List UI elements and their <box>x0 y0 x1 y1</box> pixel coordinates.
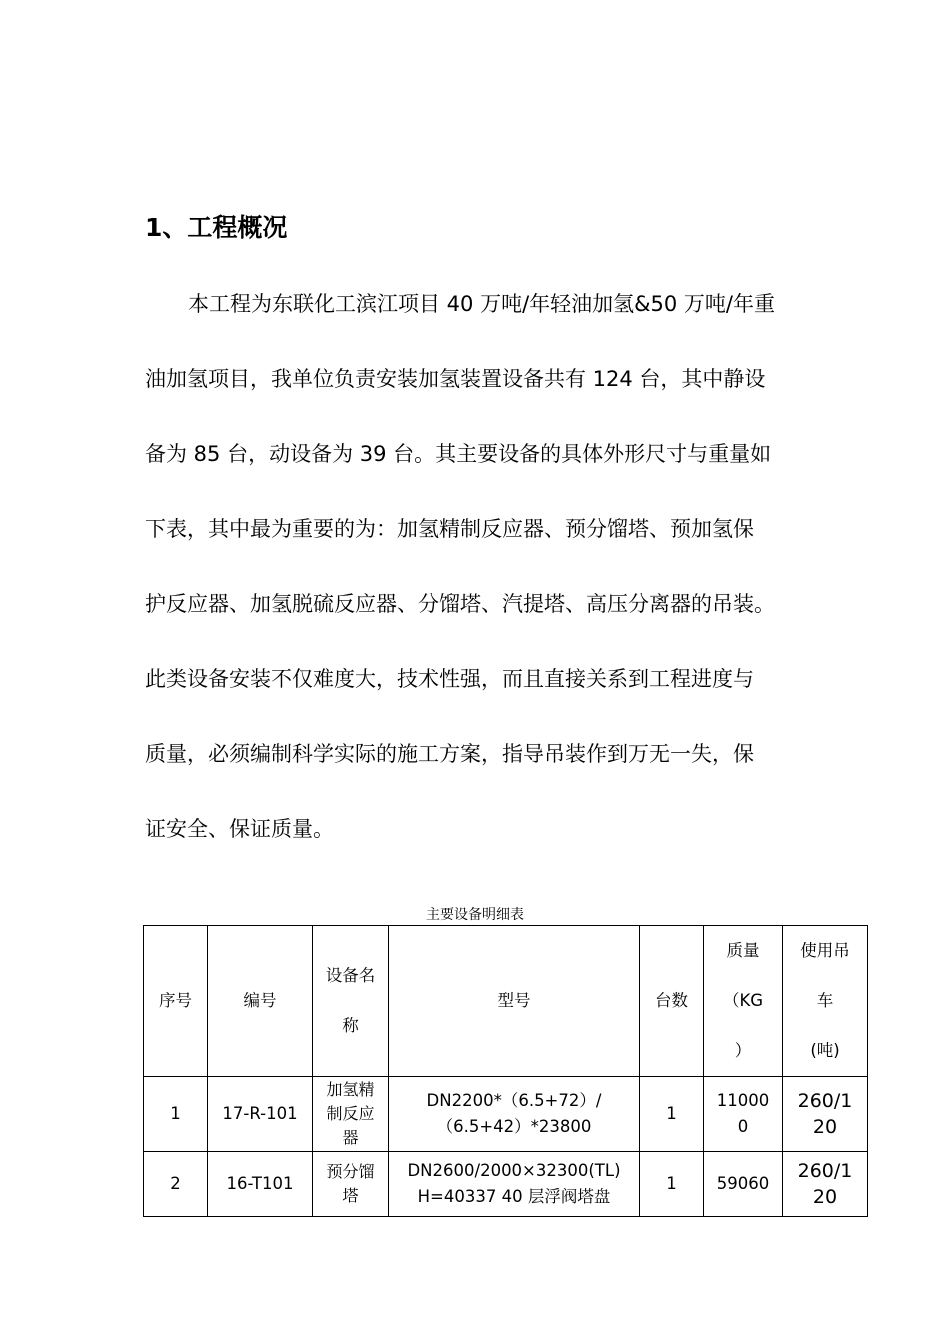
table-row <box>144 1152 868 1217</box>
cell-name-line: 塔 <box>342 1186 359 1205</box>
header-code: 编号 <box>208 926 313 1077</box>
paragraph-line: 证安全、保证质量。 <box>145 817 334 841</box>
header-crane-line: 车 <box>816 991 834 1010</box>
cell-weight <box>704 1077 783 1152</box>
header-count: 台数 <box>640 926 704 1077</box>
header-name-line: 设备名 <box>325 966 376 985</box>
cell-name-line: 制反应 <box>326 1104 375 1123</box>
cell-name-line: 器 <box>342 1128 359 1147</box>
cell-model <box>389 1152 640 1217</box>
cell-name-line: 加氢精 <box>326 1080 375 1099</box>
section-heading: 1、工程概况 <box>145 213 288 242</box>
cell-code: 16-T101 <box>208 1152 313 1217</box>
header-weight-line: 质量 <box>726 941 760 960</box>
cell-crane-line: 260/1 <box>797 1090 853 1112</box>
cell-weight: 59060 <box>704 1152 783 1217</box>
cell-weight-line: 11000 <box>716 1091 770 1110</box>
cell-model-line: H=40337 40 层浮阀塔盘 <box>417 1187 611 1206</box>
header-crane-line: (吨) <box>810 1041 840 1060</box>
paragraph-line: 护反应器、加氢脱硫反应器、分馏塔、汽提塔、高压分离器的吊装。 <box>145 592 775 616</box>
cell-weight-line: 0 <box>737 1117 749 1136</box>
header-name-line: 称 <box>342 1016 359 1035</box>
header-model: 型号 <box>389 926 640 1077</box>
table-row <box>144 1077 868 1152</box>
equipment-table <box>143 925 868 1217</box>
overview-paragraph <box>145 276 815 876</box>
cell-crane-line: 260/1 <box>797 1160 853 1182</box>
cell-count: 1 <box>640 1077 704 1152</box>
cell-count: 1 <box>640 1152 704 1217</box>
cell-name <box>313 1077 389 1152</box>
cell-seq: 2 <box>144 1152 208 1217</box>
paragraph-line: 备为 85 台，动设备为 39 台。其主要设备的具体外形尺寸与重量如 <box>145 442 772 466</box>
cell-model-line: DN2200*（6.5+72）/ <box>426 1091 602 1110</box>
header-seq: 序号 <box>144 926 208 1077</box>
header-weight <box>704 926 783 1077</box>
cell-name <box>313 1152 389 1217</box>
table-header-row <box>144 926 868 1077</box>
header-crane-line: 使用吊 <box>800 941 850 960</box>
cell-crane-line: 20 <box>812 1186 838 1208</box>
header-weight-line: （KG <box>722 991 764 1010</box>
paragraph-line: 本工程为东联化工滨江项目 40 万吨/年轻油加氢&50 万吨/年重 <box>188 292 775 316</box>
paragraph-line: 此类设备安装不仅难度大，技术性强，而且直接关系到工程进度与 <box>145 667 754 691</box>
cell-code: 17-R-101 <box>208 1077 313 1152</box>
header-name <box>313 926 389 1077</box>
cell-model <box>389 1077 640 1152</box>
header-weight-line: ） <box>734 1041 752 1060</box>
paragraph-line: 质量，必须编制科学实际的施工方案，指导吊装作到万无一失，保 <box>145 742 754 766</box>
cell-crane <box>783 1077 868 1152</box>
table-caption: 主要设备明细表 <box>426 907 524 923</box>
paragraph-line: 油加氢项目，我单位负责安装加氢装置设备共有 124 台，其中静设 <box>145 367 766 391</box>
cell-model-line: DN2600/2000×32300(TL) <box>407 1161 621 1180</box>
cell-crane <box>783 1152 868 1217</box>
cell-seq: 1 <box>144 1077 208 1152</box>
header-crane <box>783 926 868 1077</box>
cell-crane-line: 20 <box>812 1116 838 1138</box>
cell-model-line: （6.5+42）*23800 <box>436 1117 592 1136</box>
paragraph-line: 下表，其中最为重要的为：加氢精制反应器、预分馏塔、预加氢保 <box>145 517 754 541</box>
cell-name-line: 预分馏 <box>326 1162 375 1181</box>
